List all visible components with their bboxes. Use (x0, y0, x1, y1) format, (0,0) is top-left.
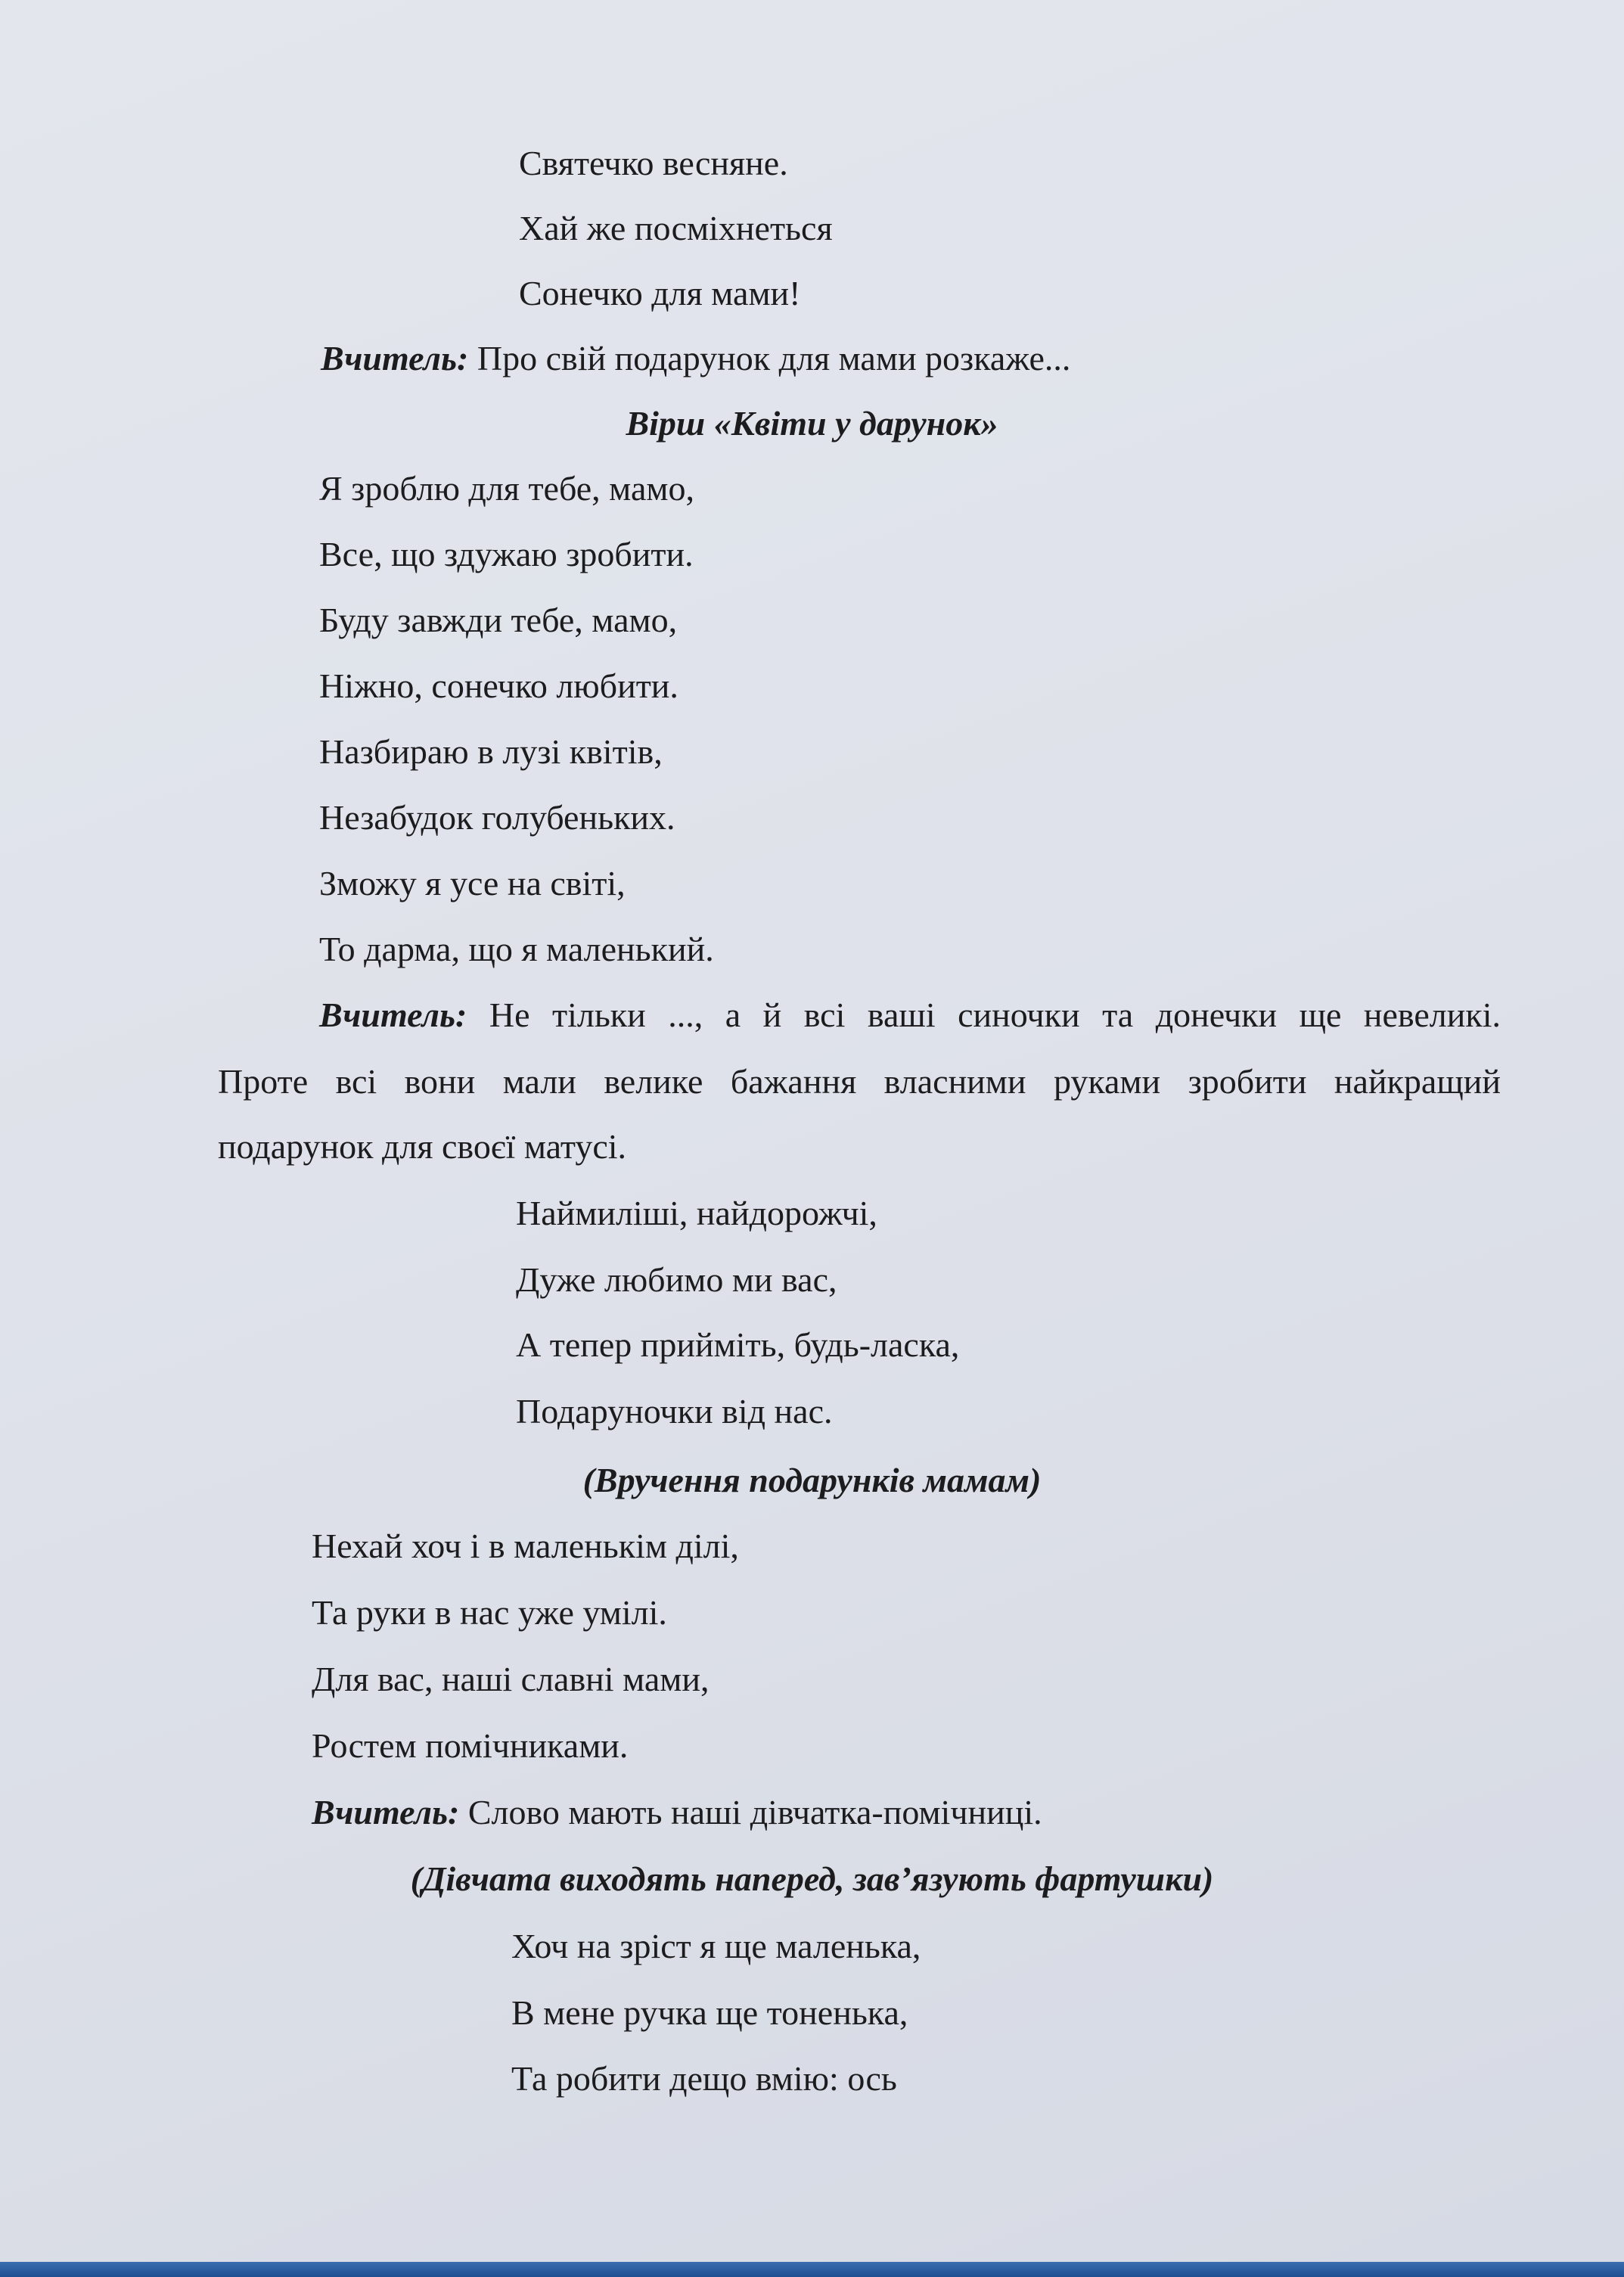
teacher-text: Про свій подарунок для мами розкаже... (468, 339, 1071, 377)
poem3-line1: Наймиліші, найдорожчі, (516, 1194, 877, 1232)
poem2-line3: Буду завжди тебе, мамо, (319, 601, 678, 639)
poem2-line5: Назбираю в лузі квітів, (319, 732, 663, 771)
paragraph-line: Проте всі вони мали велике бажання власними руками зробити найкращий (218, 1062, 1501, 1101)
poem4-line4: Ростем помічниками. (312, 1726, 629, 1765)
poem2-line2: Все, що здужаю зробити. (319, 535, 694, 573)
poem1-line2: Хай же посміхнеться (519, 209, 833, 247)
teacher-line-1 (321, 337, 1070, 380)
poem3-line4: Подаруночки від нас. (516, 1392, 833, 1431)
poem2-line4: Ніжно, сонечко любити. (319, 666, 678, 705)
poem5-line2: В мене ручка ще тоненька, (511, 1993, 908, 2032)
stage-direction: (Дівчата виходять наперед, зав’язують фартушки) (410, 1859, 1214, 1898)
speaker-label: Вчитель: (321, 339, 469, 377)
poem5-line1: Хоч на зріст я ще маленька, (511, 1927, 921, 1965)
poem-title: Вірш «Квіти у дарунок» (626, 404, 998, 443)
teacher-line-3 (312, 1791, 1042, 1834)
poem3-line2: Дуже любимо ми вас, (516, 1260, 837, 1299)
poem2-line6: Незабудок голубеньких. (319, 798, 675, 837)
teacher-text: Не тільки ..., а й всі ваші синочки та донечки ще невеликі. (467, 996, 1501, 1034)
poem4-line1: Нехай хоч і в маленькім ділі, (312, 1527, 739, 1565)
background-edge (0, 2262, 1624, 2277)
poem2-line7: Зможу я усе на світі, (319, 864, 626, 902)
teacher-text: Слово мають наші дівчатка-помічниці. (459, 1793, 1042, 1831)
stage-direction: (Вручення подарунків мамам) (582, 1461, 1042, 1499)
teacher-line-2 (319, 994, 1501, 1036)
poem3-line3: А тепер прийміть, будь-ласка, (516, 1325, 960, 1364)
poem1-line1: Святечко весняне. (519, 144, 788, 182)
poem5-line3: Та робити дещо вмію: ось (511, 2059, 897, 2098)
speaker-label: Вчитель: (312, 1793, 460, 1831)
poem4-line3: Для вас, наші славні мами, (312, 1660, 710, 1698)
poem2-line1: Я зроблю для тебе, мамо, (319, 469, 695, 508)
speaker-label: Вчитель: (319, 996, 467, 1034)
poem2-line8: То дарма, що я маленький. (319, 930, 714, 968)
poem1-line3: Сонечко для мами! (519, 274, 801, 312)
paragraph-line: подарунок для своєї матусі. (218, 1127, 627, 1166)
poem4-line2: Та руки в нас уже умілі. (312, 1593, 667, 1632)
